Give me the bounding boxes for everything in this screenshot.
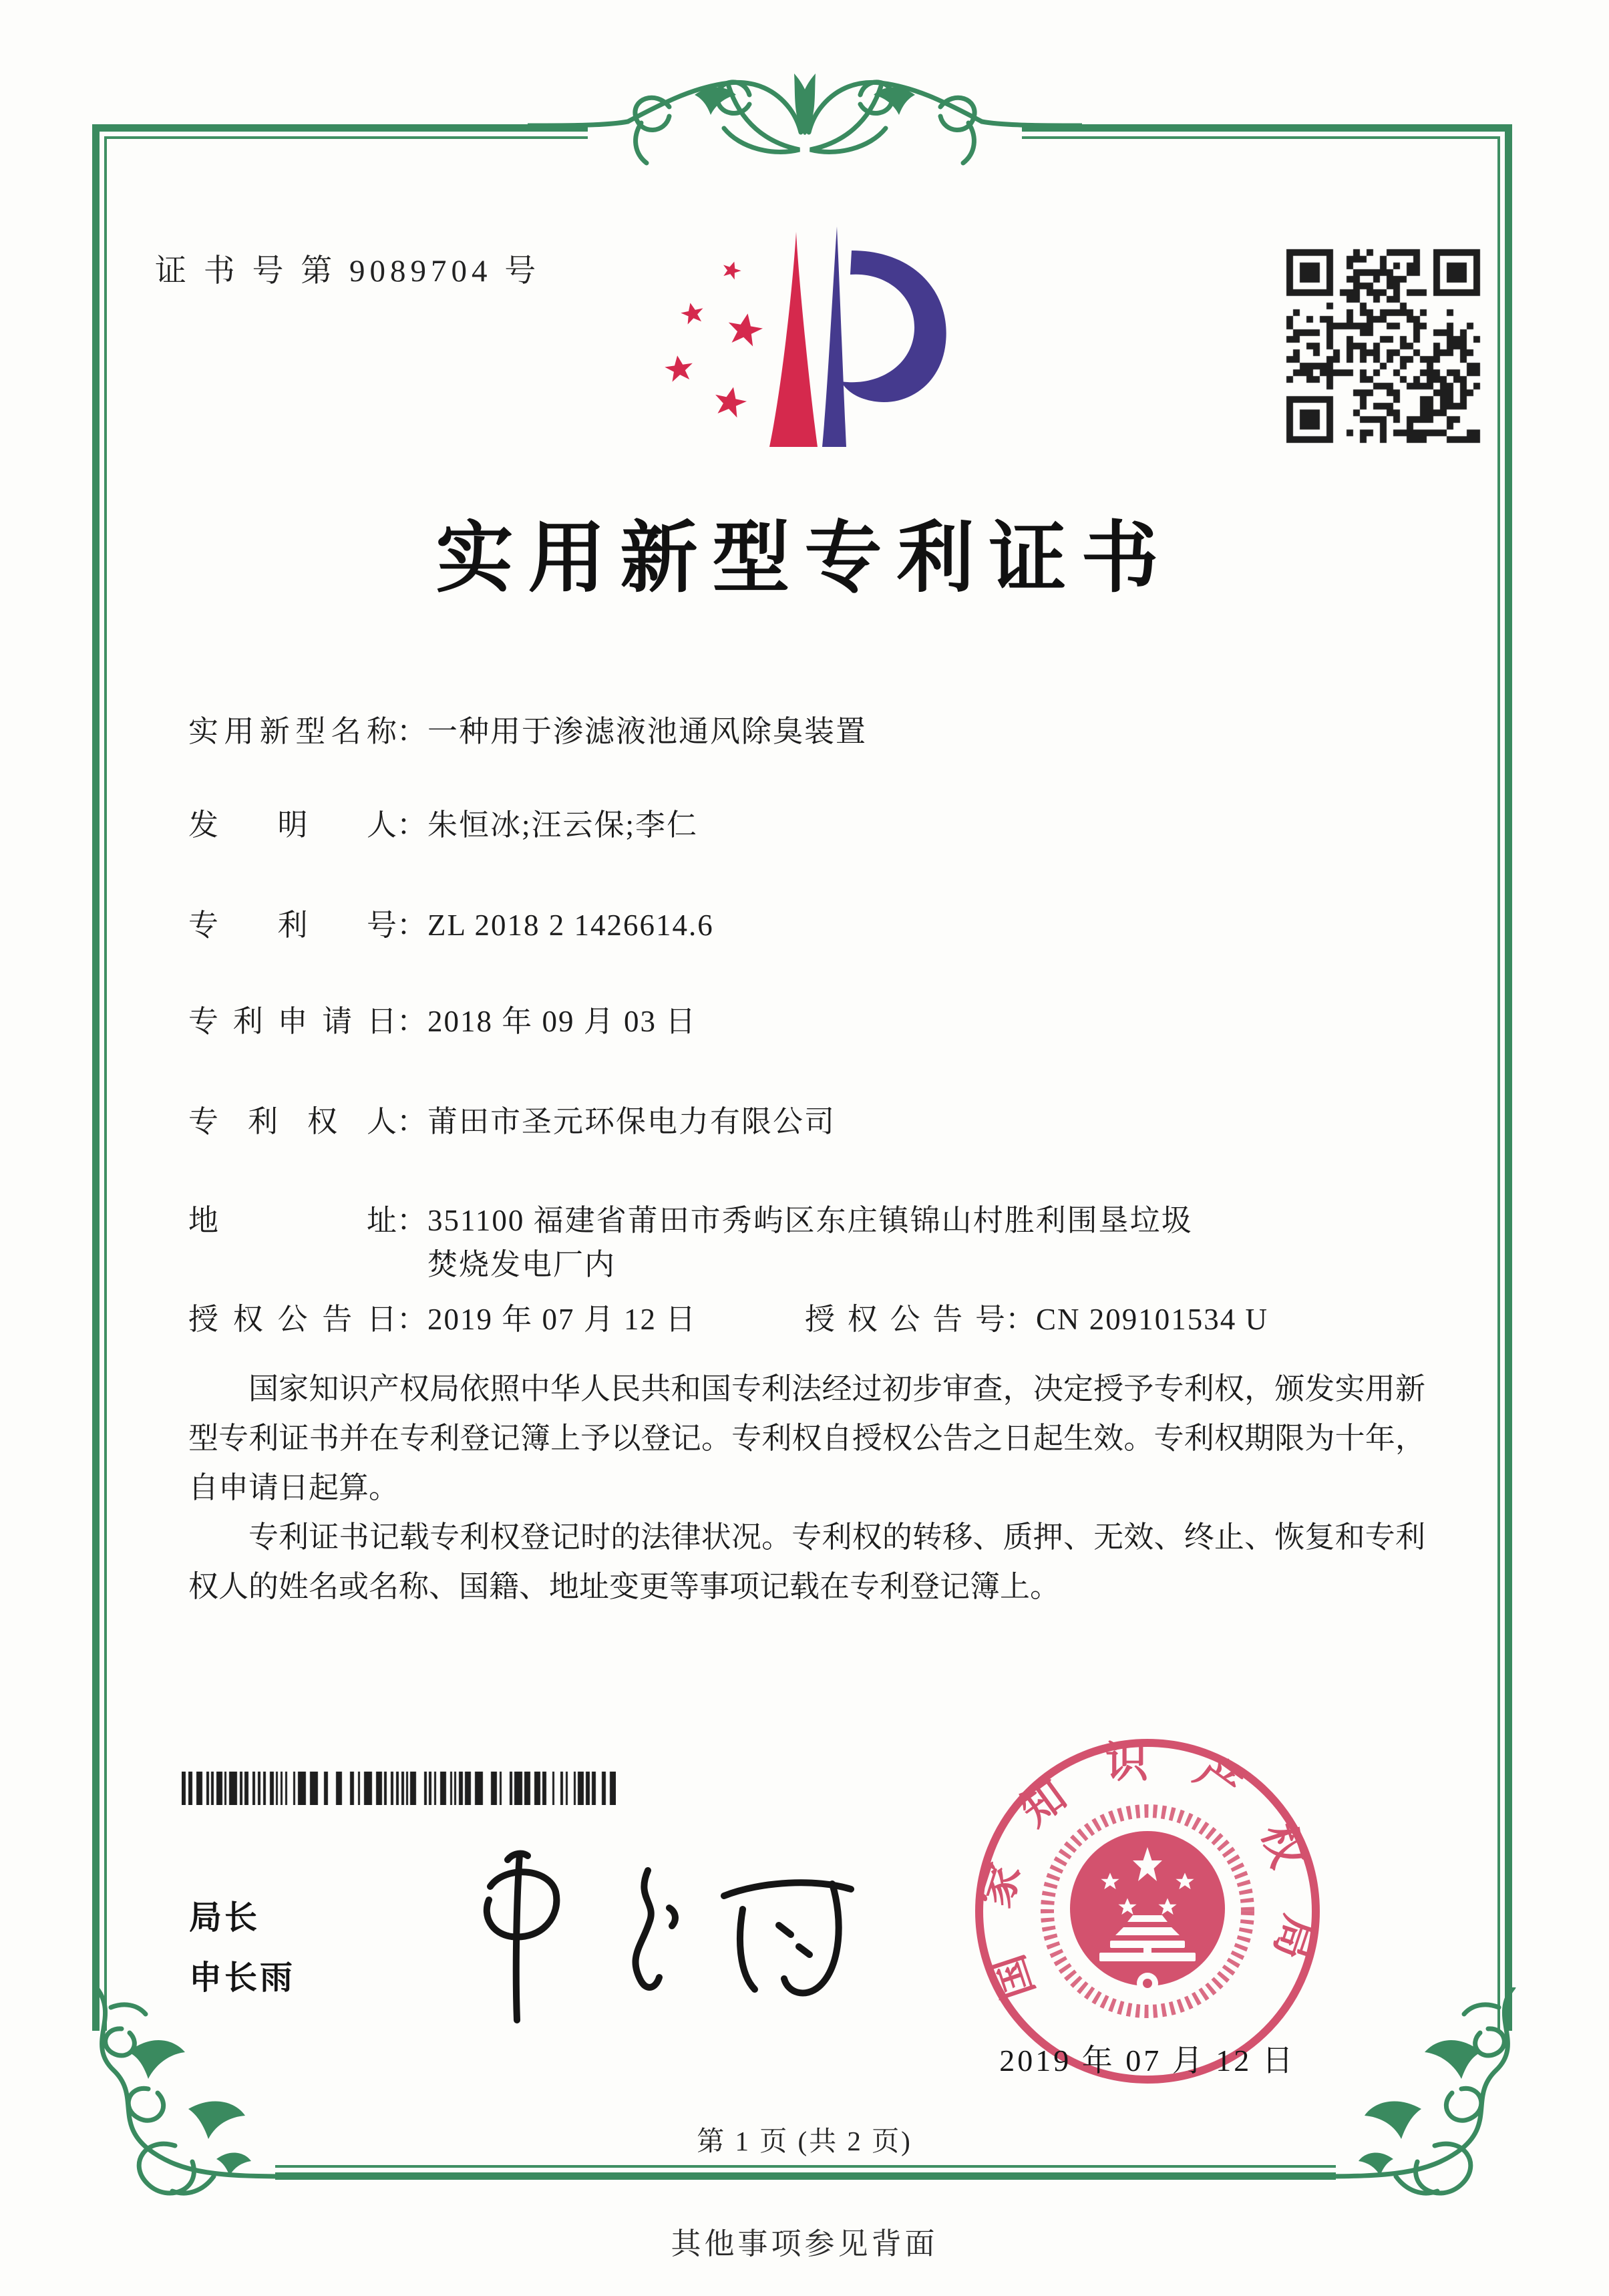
field-row-patent-no — [188, 900, 714, 944]
field-label: 实用新型名称 — [188, 715, 397, 748]
field-label: 发明人 — [188, 808, 397, 842]
bottom-right-flourish-ornament — [1316, 1987, 1563, 2235]
field-value: 一种用于渗滤液池通风除臭装置 — [427, 715, 868, 748]
legal-paragraph-1: 国家知识产权局依照中华人民共和国专利法经过初步审查，决定授予专利权，颁发实用新型专利证书并在专利登记簿上予以登记。专利权自授权公告之日起生效。专利权期限为十年，自申请日起算。 — [188, 1372, 1425, 1504]
certificate-number: 证 书 号 第 9089704 号 — [155, 254, 541, 289]
field-label: 专利申请日 — [188, 1005, 397, 1038]
colon: ： — [397, 909, 427, 942]
chief-title: 局长 — [189, 1900, 260, 1936]
qr-code — [1286, 249, 1481, 444]
field-value: 351100 福建省莆田市秀屿区东庄镇锦山村胜利围垦垃圾 — [427, 1204, 1193, 1237]
page-indicator: 第 1 页 (共 2 页) — [697, 2126, 912, 2156]
cnipa-logo — [651, 224, 952, 458]
field-row-address — [188, 1196, 1193, 1239]
seal-national-emblem — [1070, 1831, 1225, 1994]
field-value: 朱恒冰;汪云保;李仁 — [427, 808, 699, 842]
chief-name: 申长雨 — [189, 1960, 296, 1996]
field-row-name — [188, 707, 867, 750]
colon: ： — [397, 808, 427, 842]
barcode — [182, 1772, 616, 1805]
field-row-grant-no — [805, 1295, 1268, 1338]
colon: ： — [397, 1303, 427, 1336]
legal-paragraph-2: 专利证书记载专利权登记时的法律状况。专利权的转移、质押、无效、终止、恢复和专利权人的姓名或名称、国籍、地址变更等事项记载在专利登记簿上。 — [188, 1520, 1425, 1603]
field-value: 焚烧发电厂内 — [427, 1248, 616, 1281]
top-center-flourish-ornament — [528, 61, 1082, 195]
field-value: 莆田市圣元环保电力有限公司 — [427, 1105, 836, 1138]
field-row-inventor — [188, 800, 698, 844]
field-row-address-line2 — [427, 1240, 616, 1283]
field-row-patentee — [188, 1097, 836, 1140]
field-label: 专利权人 — [188, 1105, 397, 1138]
field-value: ZL 2018 2 1426614.6 — [427, 909, 714, 942]
field-label: 专利号 — [188, 909, 397, 942]
field-row-filing-date — [188, 997, 697, 1040]
field-value: 2018 年 09 月 03 日 — [427, 1005, 697, 1038]
field-row-grant — [188, 1295, 697, 1338]
colon: ： — [397, 1105, 427, 1138]
colon: ： — [1005, 1303, 1036, 1336]
colon: ： — [397, 1005, 427, 1038]
field-label: 授权公告号 — [805, 1303, 1005, 1336]
grant-number: CN 209101534 U — [1036, 1303, 1269, 1336]
bottom-left-flourish-ornament — [47, 1987, 294, 2235]
document-title: 实用新型专利证书 — [435, 514, 1174, 601]
colon: ： — [397, 1204, 427, 1237]
legal-text — [188, 1364, 1425, 1611]
colon: ： — [397, 715, 427, 748]
seal-date: 2019 年 07 月 12 日 — [999, 2043, 1296, 2078]
grant-date: 2019 年 07 月 12 日 — [427, 1303, 697, 1336]
field-label: 地址 — [188, 1204, 397, 1237]
chief-handwritten-signature — [441, 1845, 868, 2039]
seal-ring-text: 国家知识产权局 — [971, 1739, 1324, 2005]
field-label: 授权公告日 — [188, 1303, 397, 1336]
back-side-note: 其他事项参见背面 — [671, 2227, 938, 2261]
